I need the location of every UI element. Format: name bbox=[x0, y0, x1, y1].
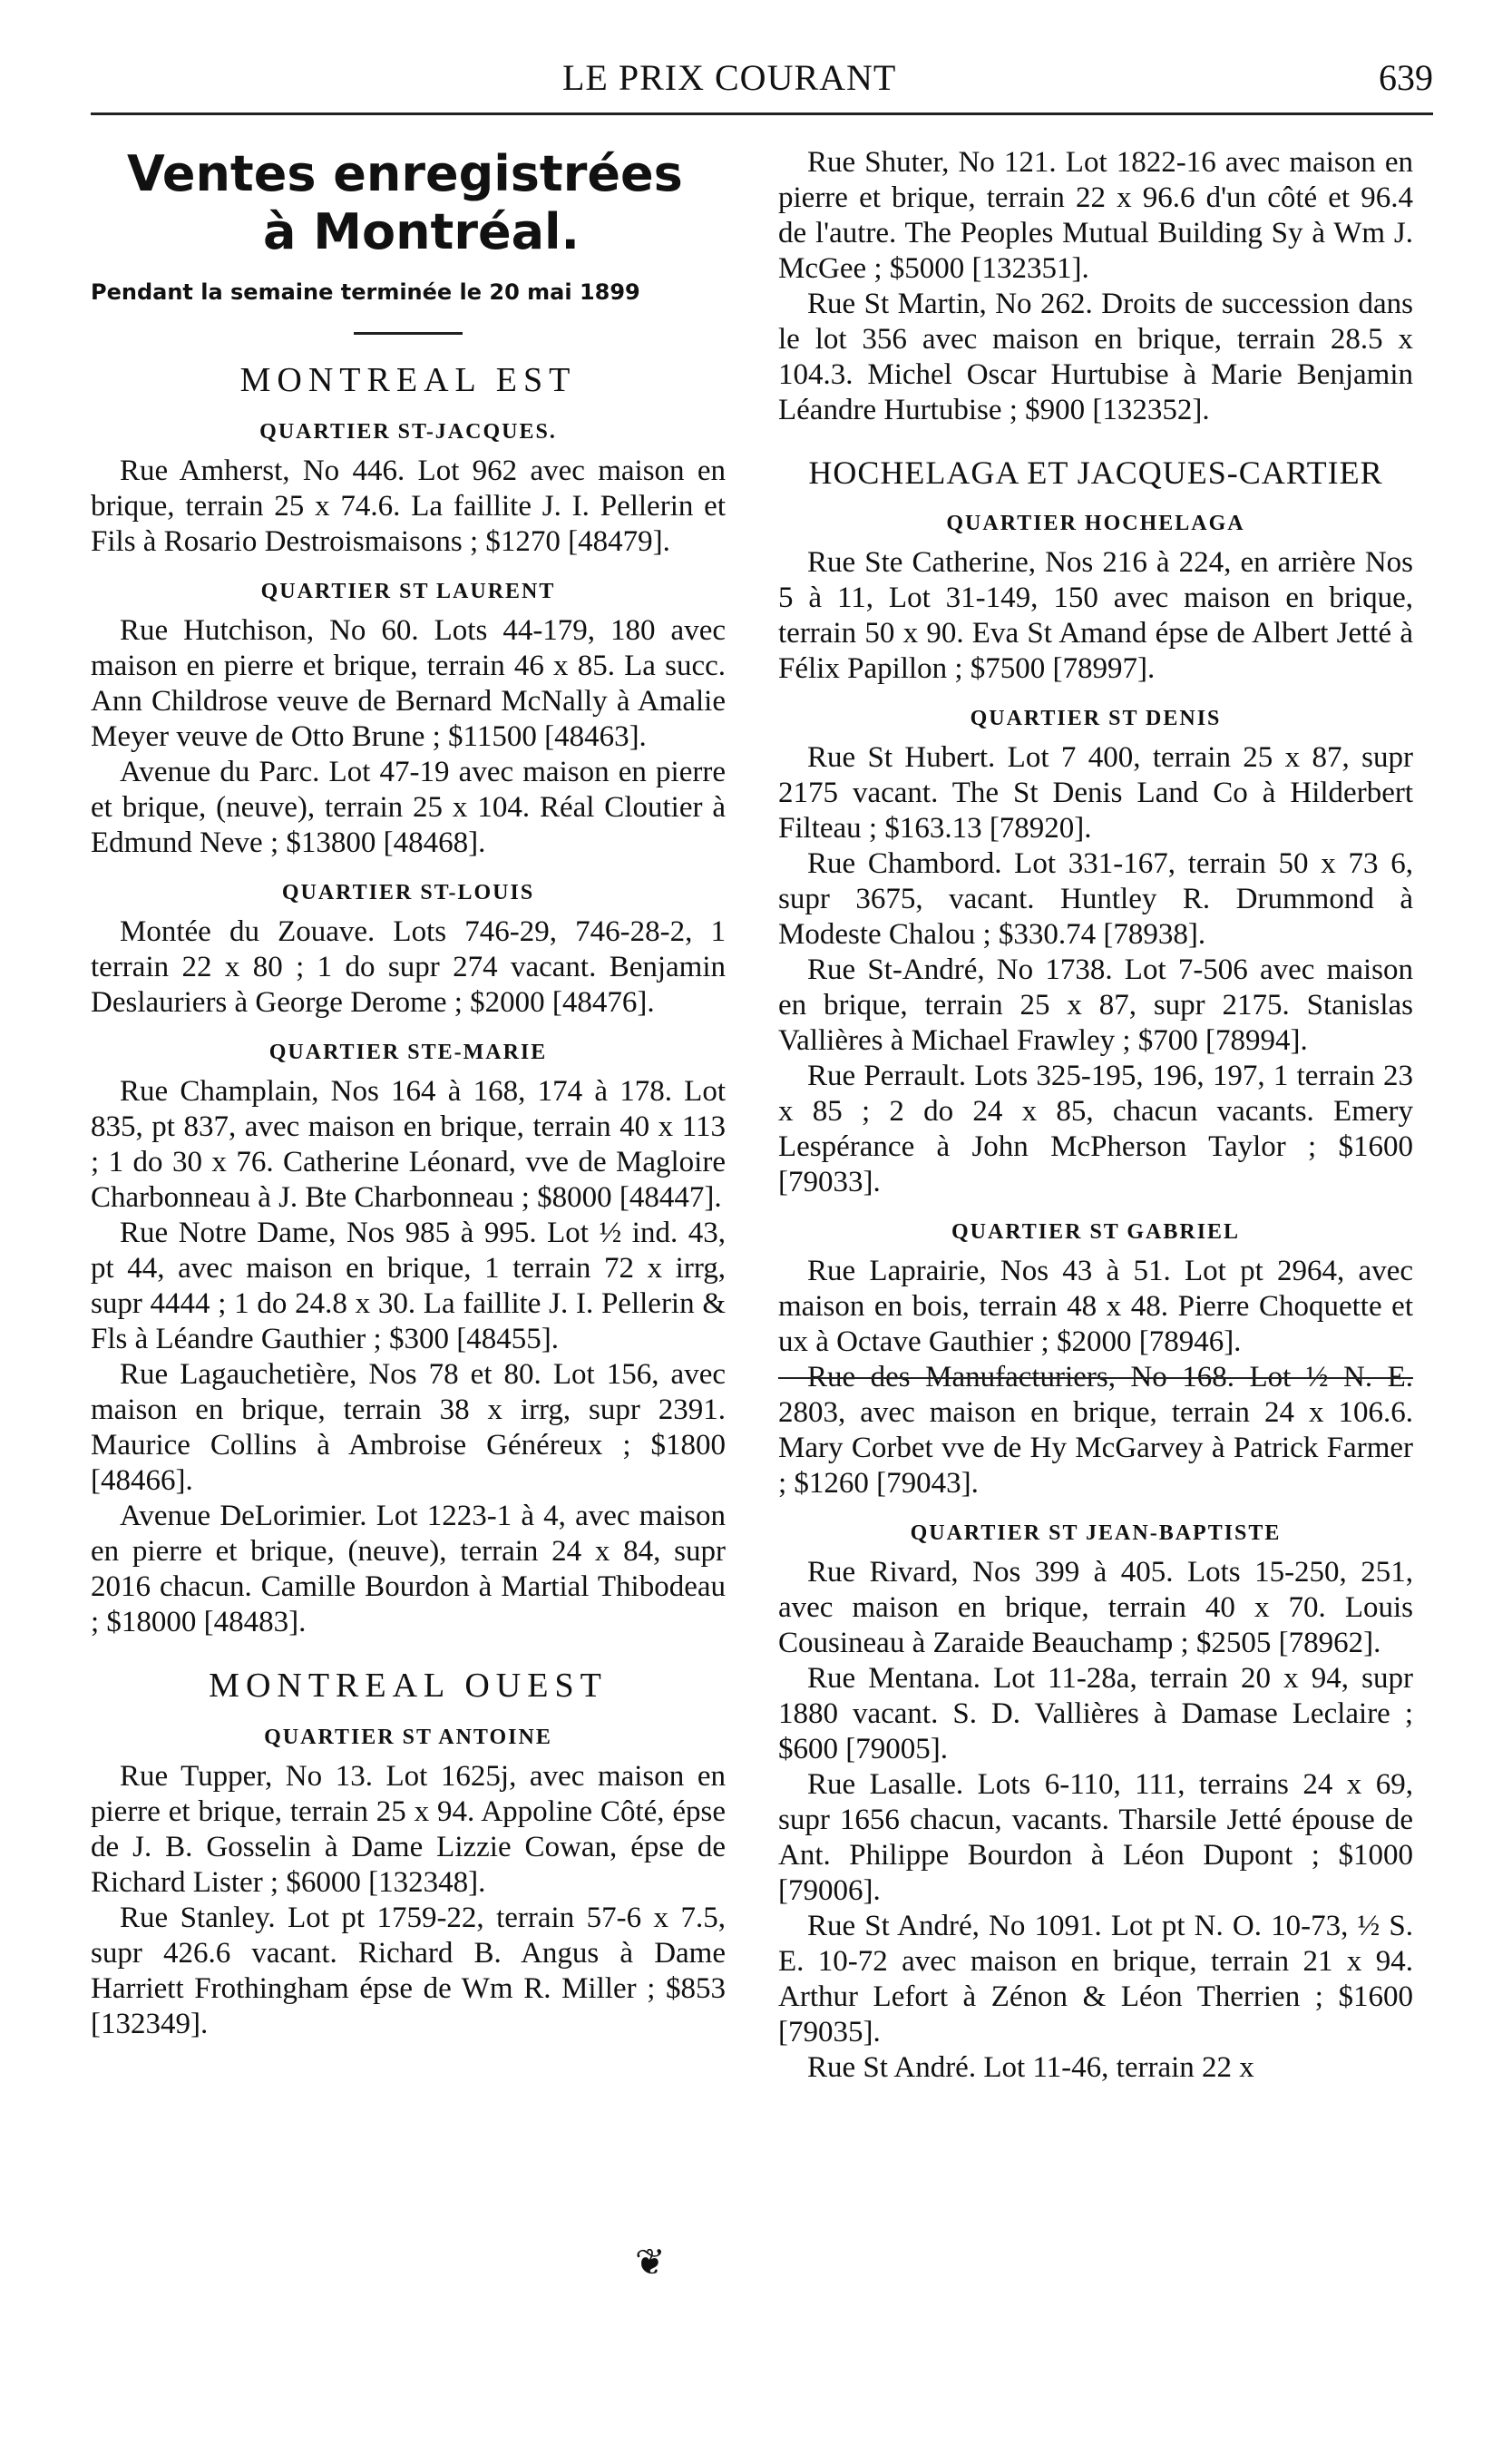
sale-entry: Rue Chambord. Lot 331-167, terrain 50 x 73 6, supr 3675, vacant. Huntley R. Drummond à Modeste Chalou ; $330.74 [78938]. bbox=[778, 847, 1413, 951]
right-column bbox=[778, 145, 1413, 2086]
headline-subtitle: Pendant la semaine terminée le 20 mai 1899 bbox=[91, 279, 640, 305]
sale-entry: Rue Stanley. Lot pt 1759-22, terrain 57-6 x 7.5, supr 426.6 vacant. Richard B. Angus à Dame Harriett Frothingham épse de Wm R. Miller ; $853 [132349]. bbox=[91, 1902, 726, 2040]
section-rule bbox=[354, 332, 463, 335]
quarter-heading: QUARTIER ST-JACQUES. bbox=[259, 420, 557, 444]
quarter-heading: QUARTIER STE-MARIE bbox=[268, 1041, 548, 1064]
sale-entry: Rue des Manufacturiers, No 168. Lot ½ N. E. 2803, avec maison en brique, terrain 24 x 106.6. Mary Corbet vve de Hy McGarvey à Patrick Farmer ; $1260 [79043]. bbox=[778, 1361, 1413, 1500]
left-column bbox=[91, 145, 726, 2042]
sale-entry: Rue St Martin, No 262. Droits de succession dans le lot 356 avec maison en brique, terrain 28.5 x 104.3. Michel Oscar Hurtubise à Marie Benjamin Léandre Hurtubise ; $900 [132352]. bbox=[778, 288, 1413, 426]
quarter-heading: QUARTIER ST LAURENT bbox=[260, 580, 556, 603]
sale-entry: Rue St André, No 1091. Lot pt N. O. 10-73, ½ S. E. 10-72 avec maison en brique, terrain 21 x 94. Arthur Lefort à Zénon & Léon Therrien ; $1600 [79035]. bbox=[778, 1910, 1413, 2048]
sale-entry: Rue Shuter, No 121. Lot 1822-16 avec maison en pierre et brique, terrain 22 x 96.6 d'un côté et 96.4 de l'autre. The Peoples Mutual Building Sy à Wm J. McGee ; $5000 [132351]. bbox=[778, 146, 1413, 285]
sale-entry: Rue Laprairie, Nos 43 à 51. Lot pt 2964, avec maison en bois, terrain 48 x 48. Pierre Choquette et ux à Octave Gauthier ; $2000 [78946]. bbox=[778, 1255, 1413, 1358]
sale-entry: Rue Ste Catherine, Nos 216 à 224, en arrière Nos 5 à 11, Lot 31-149, 150 avec maison en brique, terrain 50 x 90. Eva St Amand épse de Albert Jetté à Félix Papillon ; $7500 [78997]. bbox=[778, 546, 1413, 685]
sale-entry: Avenue DeLorimier. Lot 1223-1 à 4, avec maison en pierre et brique, (neuve), terrain 24 x 84, supr 2016 chacun. Camille Bourdon à Martial Thibodeau ; $18000 [48483]. bbox=[91, 1500, 726, 1638]
sale-entry: Rue Lagauchetière, Nos 78 et 80. Lot 156, avec maison en brique, terrain 38 x irrg, supr 2391. Maurice Collins à Ambroise Généreux ; $1800 [48466]. bbox=[91, 1358, 726, 1497]
quarter-heading: QUARTIER ST JEAN-BAPTISTE bbox=[910, 1521, 1282, 1545]
sale-entry: Rue Lasalle. Lots 6-110, 111, terrains 24 x 69, supr 1656 chacun, vacants. Tharsile Jetté épouse de Ant. Philippe Bourdon à Léon Dupont ; $1000 [79006]. bbox=[778, 1768, 1413, 1907]
sale-entry: Rue Amherst, No 446. Lot 962 avec maison en brique, terrain 25 x 74.6. La faillite J. I. Pellerin et Fils à Rosario Destroismaisons ; $1270 [48479]. bbox=[91, 455, 726, 558]
running-title: LE PRIX COURANT bbox=[562, 57, 897, 98]
headline-line2: à Montréal. bbox=[263, 203, 580, 260]
sale-entry: Rue Perrault. Lots 325-195, 196, 197, 1 terrain 23 x 85 ; 2 do 24 x 85, chacun vacants. Emery Lespérance à John McPherson Taylor ; $1600 [79033]. bbox=[778, 1060, 1413, 1198]
sale-entry: Rue Hutchison, No 60. Lots 44-179, 180 avec maison en pierre et brique, terrain 46 x 85. La succ. Ann Childrose veuve de Bernard McNally à Amalie Meyer veuve de Otto Brune ; $11500 [48463]. bbox=[91, 614, 726, 753]
header-rule bbox=[91, 112, 1433, 115]
district-heading: MONTREAL EST bbox=[239, 361, 577, 399]
sale-entry: Rue St André. Lot 11-46, terrain 22 x bbox=[807, 2051, 1254, 2084]
page-header bbox=[91, 56, 1433, 111]
headline-line1: Ventes enregistrées bbox=[127, 145, 683, 202]
sale-entry: Rue Rivard, Nos 399 à 405. Lots 15-250, 251, avec maison en brique, terrain 40 x 70. Louis Cousineau à Zaraide Beauchamp ; $2505 [78962]. bbox=[778, 1556, 1413, 1659]
sale-entry: Rue Notre Dame, Nos 985 à 995. Lot ½ ind. 43, pt 44, avec maison en brique, 1 terrain 72 x irrg, supr 4444 ; 1 do 24.8 x 30. La faillite J. I. Pellerin & Fls à Léandre Gauthier ; $300 [48455]. bbox=[91, 1217, 726, 1355]
sale-entry: Montée du Zouave. Lots 746-29, 746-28-2, 1 terrain 22 x 80 ; 1 do supr 274 vacant. Benjamin Deslauriers à George Derome ; $2000 [48476]. bbox=[91, 915, 726, 1019]
headline bbox=[127, 145, 726, 261]
sale-entry: Rue Mentana. Lot 11-28a, terrain 20 x 94, supr 1880 vacant. S. D. Vallières à Damase Leclaire ; $600 [79005]. bbox=[778, 1662, 1413, 1765]
quarter-heading: QUARTIER ST GABRIEL bbox=[951, 1220, 1241, 1244]
district-heading: HOCHELAGA ET JACQUES-CARTIER bbox=[808, 455, 1383, 491]
sale-entry: Avenue du Parc. Lot 47-19 avec maison en pierre et brique, (neuve), terrain 25 x 104. Réal Cloutier à Edmund Neve ; $13800 [48468]. bbox=[91, 756, 726, 859]
quarter-heading: QUARTIER ST DENIS bbox=[970, 707, 1222, 730]
page-number: 639 bbox=[1379, 57, 1433, 98]
quarter-heading: QUARTIER ST ANTOINE bbox=[264, 1726, 552, 1749]
quarter-heading: QUARTIER ST-LOUIS bbox=[281, 881, 535, 904]
district-heading: MONTREAL OUEST bbox=[209, 1667, 608, 1705]
sale-entry: Rue St-André, No 1738. Lot 7-506 avec maison en brique, terrain 25 x 87, supr 2175. Stanislas Vallières à Michael Frawley ; $700 [78994]. bbox=[778, 953, 1413, 1057]
sale-entry: Rue Tupper, No 13. Lot 1625j, avec maison en pierre et brique, terrain 25 x 94. Appoline Côté, épse de J. B. Gosselin à Dame Lizzie Cowan, épse de Richard Lister ; $6000 [132348]. bbox=[91, 1760, 726, 1899]
sale-entry: Rue St Hubert. Lot 7 400, terrain 25 x 87, supr 2175 vacant. The St Denis Land Co à Hilderbert Filteau ; $163.13 [78920]. bbox=[778, 741, 1413, 845]
ornament-icon: ❦ bbox=[635, 2242, 666, 2283]
quarter-heading: QUARTIER HOCHELAGA bbox=[946, 512, 1245, 535]
sale-entry: Rue Champlain, Nos 164 à 168, 174 à 178. Lot 835, pt 837, avec maison en brique, terrain 40 x 113 ; 1 do 30 x 76. Catherine Léonard, vve de Magloire Charbonneau à J. Bte Charbonneau ; $8000 [48447]. bbox=[91, 1075, 726, 1214]
